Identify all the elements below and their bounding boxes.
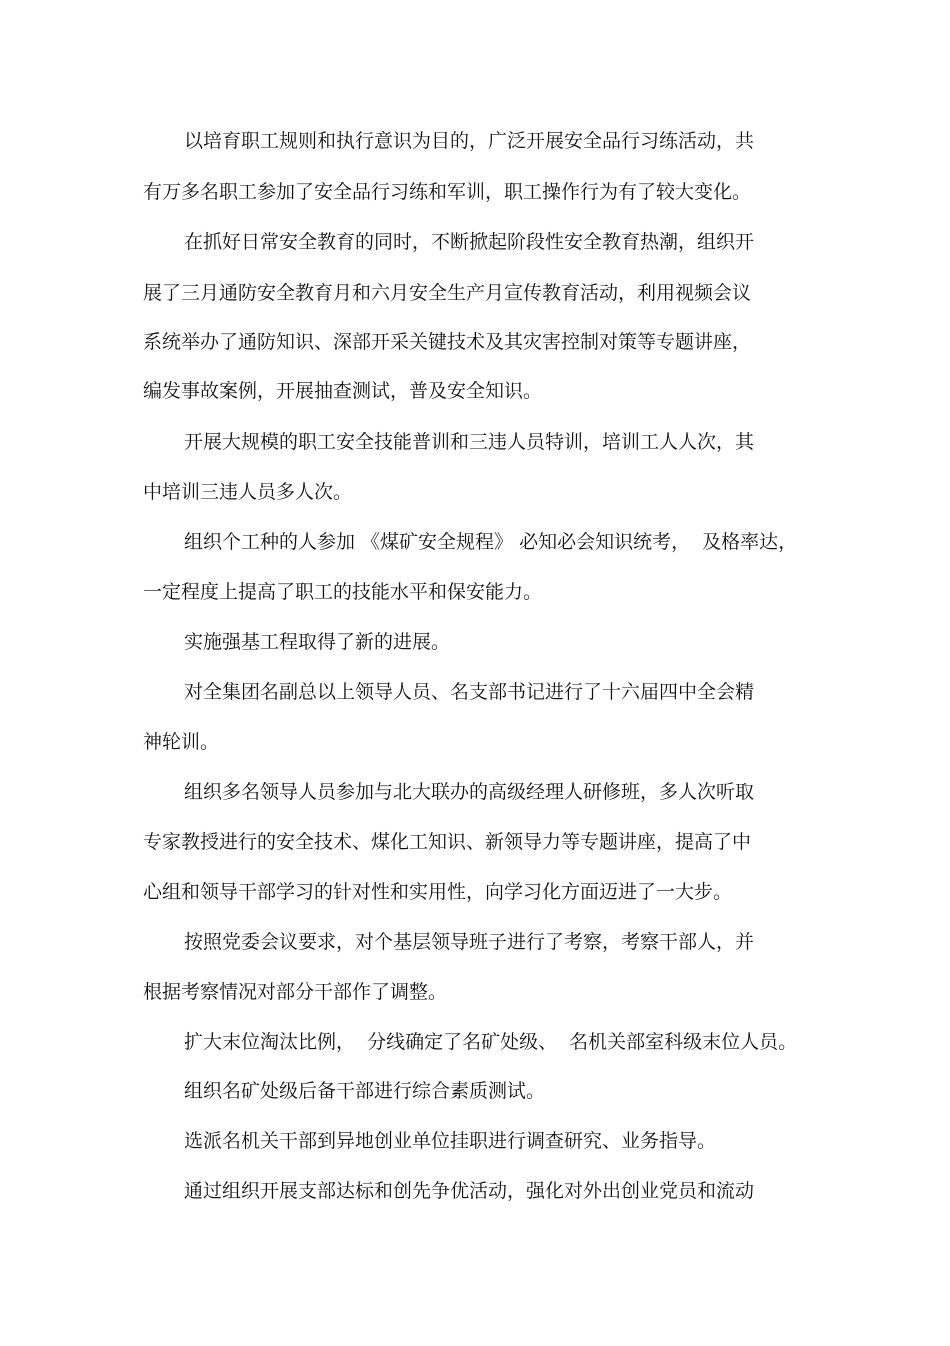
- text-line: 组织多名领导人员参加与北大联办的高级经理人研修班，多人次听取: [184, 781, 755, 803]
- text-line: 心组和领导干部学习的针对性和实用性，向学习化方面迈进了一大步。: [143, 881, 733, 903]
- text-line: 按照党委会议要求，对个基层领导班子进行了考察，考察干部人，并: [184, 931, 755, 953]
- text-line: 以培育职工规则和执行意识为目的，广泛开展安全品行习练活动，共: [184, 130, 755, 152]
- text-line: 通过组织开展支部达标和创先争优活动，强化对外出创业党员和流动: [184, 1180, 755, 1202]
- text-line: 神轮训。: [143, 731, 220, 753]
- text-line: 扩大末位淘汰比例， 分线确定了名矿处级、 名机关部室科级末位人员。: [184, 1031, 798, 1053]
- text-line: 编发事故案例，开展抽查测试，普及安全知识。: [143, 380, 543, 402]
- text-line: 实施强基工程取得了新的进展。: [184, 631, 451, 653]
- text-line: 有万多名职工参加了安全品行习练和军训，职工操作行为有了较大变化。: [143, 181, 752, 203]
- text-line: 组织个工种的人参加 《煤矿安全规程》 必知必会知识统考， 及格率达，: [184, 531, 798, 553]
- text-line: 展了三月通防安全教育月和六月安全生产月宣传教育活动，利用视频会议: [143, 282, 752, 304]
- text-line: 根据考察情况对部分干部作了调整。: [143, 981, 448, 1003]
- text-line: 对全集团名副总以上领导人员、名支部书记进行了十六届四中全会精: [184, 681, 755, 703]
- text-line: 组织名矿处级后备干部进行综合素质测试。: [184, 1080, 546, 1102]
- text-line: 选派名机关干部到异地创业单位挂职进行调查研究、业务指导。: [184, 1130, 717, 1152]
- text-line: 专家教授进行的安全技术、煤化工知识、新领导力等专题讲座，提高了中: [143, 831, 752, 853]
- text-line: 在抓好日常安全教育的同时，不断掀起阶段性安全教育热潮，组织开: [184, 231, 755, 253]
- text-line: 系统举办了通防知识、深部开采关键技术及其灾害控制对策等专题讲座，: [143, 331, 752, 353]
- text-line: 中培训三违人员多人次。: [143, 481, 353, 503]
- text-line: 开展大规模的职工安全技能普训和三违人员特训，培训工人人次，其: [184, 431, 755, 453]
- text-line: 一定程度上提高了职工的技能水平和保安能力。: [143, 581, 543, 603]
